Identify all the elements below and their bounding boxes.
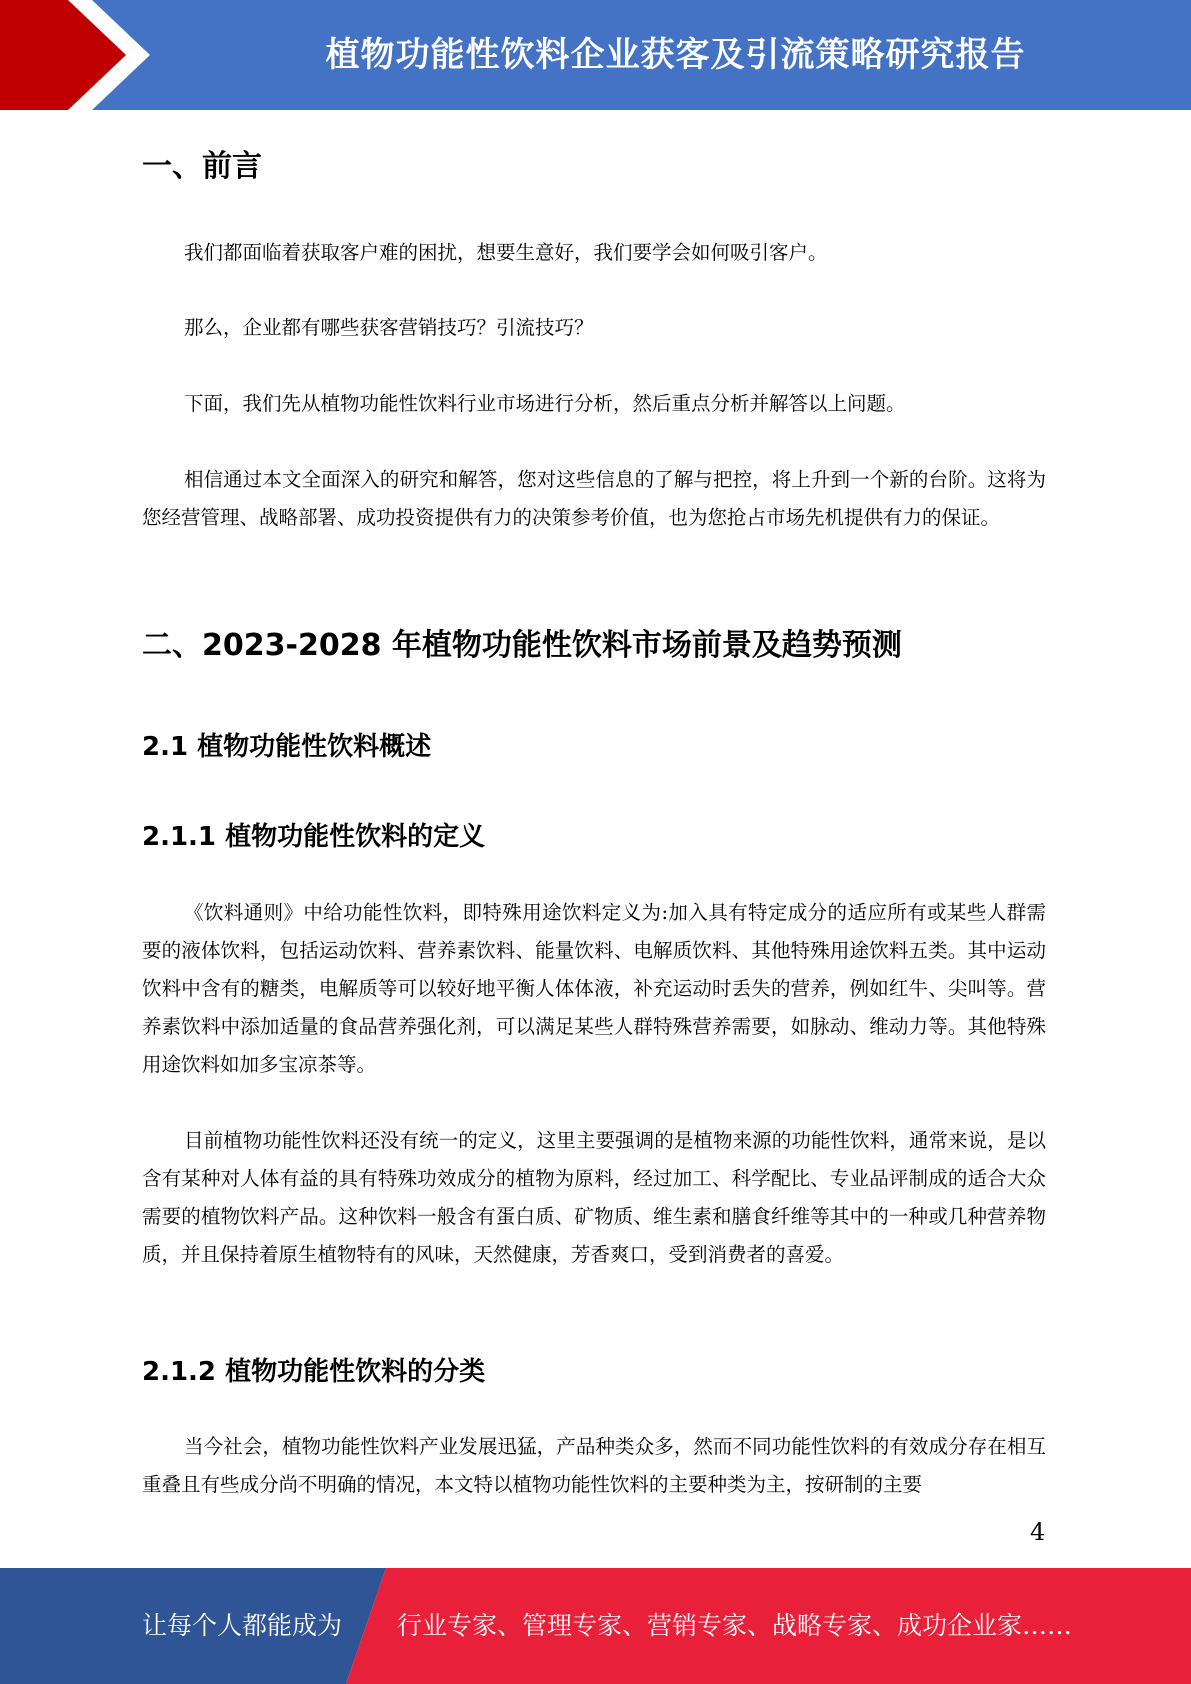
subsection-heading-overview: 2.1 植物功能性饮料概述 [142,732,432,762]
paragraph: 我们都面临着获取客户难的困扰，想要生意好，我们要学会如何吸引客户。 [184,241,828,264]
page-header [0,0,1191,110]
section-heading-forecast: 二、2023-2028 年植物功能性饮料市场前景及趋势预测 [142,628,902,663]
page-number: 4 [1030,1518,1046,1546]
paragraph: 那么，企业都有哪些获客营销技巧？引流技巧？ [184,316,594,339]
subsection-heading-classification: 2.1.2 植物功能性饮料的分类 [142,1357,486,1387]
section-heading-preface: 一、前言 [142,149,262,184]
paragraph: 目前植物功能性饮料还没有统一的定义，这里主要强调的是植物来源的功能性饮料，通常来说，是以含有某种对人体有益的具有特殊功效成分的植物为原料，经过加工、科学配比、专业品评制成的适合大众需要的植物饮料产品。这种饮料一般含有蛋白质、矿物质、维生素和膳食纤维等其中的一种或几种营养物质，并且保持着原生植物特有的风味，天然健康，芳香爽口，受到消费者的喜爱。 [142,1129,1046,1266]
paragraph: 当今社会，植物功能性饮料产业发展迅猛，产品种类众多，然而不同功能性饮料的有效成分存在相互重叠且有些成分尚不明确的情况，本文特以植物功能性饮料的主要种类为主，按研制的主要 [142,1435,1046,1496]
paragraph: 《饮料通则》中给功能性饮料，即特殊用途饮料定义为:加入具有特定成分的适应所有或某些人群需要的液体饮料，包括运动饮料、营养素饮料、能量饮料、电解质饮料、其他特殊用途饮料五类。其中运动饮料中含有的糖类，电解质等可以较好地平衡人体体液，补充运动时丢失的营养，例如红牛、尖叫等。营养素饮料中添加适量的食品营养强化剂，可以满足某些人群特殊营养需要，如脉动、维动力等。其他特殊用途饮料如加多宝凉茶等。 [142,901,1046,1076]
report-title: 植物功能性饮料企业获客及引流策略研究报告 [325,35,1026,75]
paragraph: 下面，我们先从植物功能性饮料行业市场进行分析，然后重点分析并解答以上问题。 [184,392,906,415]
paragraph: 相信通过本文全面深入的研究和解答，您对这些信息的了解与把控，将上升到一个新的台阶。这将为您经营管理、战略部署、成功投资提供有力的决策参考价值，也为您抢占市场先机提供有力的保证。 [142,468,1046,529]
page-footer [0,1568,1191,1684]
footer-slogan-right: 行业专家、管理专家、营销专家、战略专家、成功企业家…… [397,1611,1073,1640]
footer-slogan-left: 让每个人都能成为 [142,1611,343,1640]
subsection-heading-definition: 2.1.1 植物功能性饮料的定义 [142,822,486,852]
